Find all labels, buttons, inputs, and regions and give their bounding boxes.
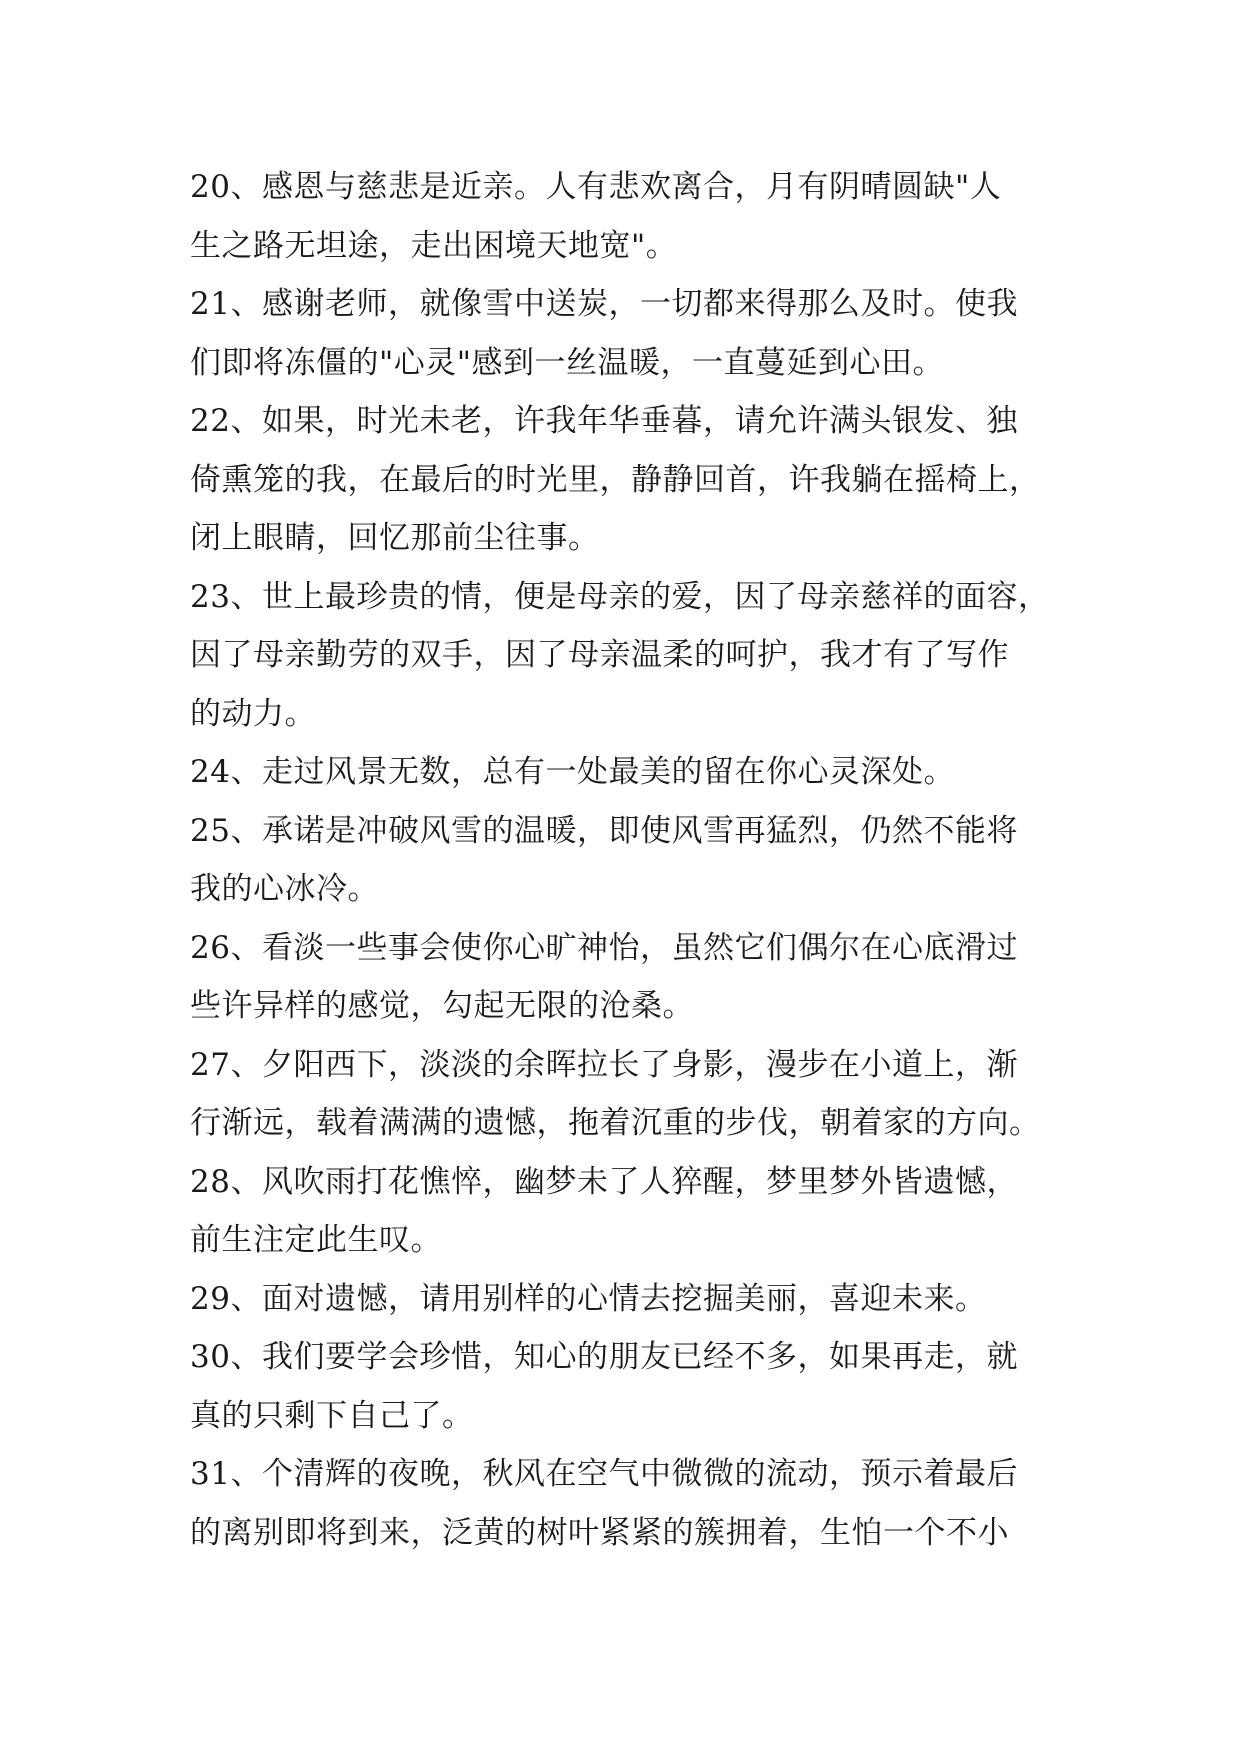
paragraph-25 (190, 802, 1070, 919)
paragraph-30 (190, 1328, 1070, 1445)
text-line: 21、感谢老师，就像雪中送炭，一切都来得那么及时。使我 (190, 286, 1018, 322)
text-line: 20、感恩与慈悲是近亲。人有悲欢离合，月有阴晴圆缺"人 (190, 169, 1002, 205)
paragraph-23 (190, 568, 1070, 744)
text-line: 28、风吹雨打花憔悴，幽梦未了人猝醒，梦里梦外皆遗憾， (190, 1163, 1018, 1200)
text-line: 22、如果，时光未老，许我年华垂暮，请允许满头银发、独 (190, 403, 1018, 439)
paragraph-20 (190, 158, 1070, 275)
text-line: 些许异样的感觉，勾起无限的沧桑。 (190, 988, 694, 1024)
text-line: 闭上眼睛，回忆那前尘往事。 (190, 520, 600, 556)
paragraph-28 (190, 1153, 1070, 1270)
text-line: 29、面对遗憾，请用别样的心情去挖掘美丽，喜迎未来。 (190, 1280, 987, 1317)
text-line: 27、夕阳西下，淡淡的余晖拉长了身影，漫步在小道上，渐 (190, 1046, 1018, 1083)
text-line: 前生注定此生叹。 (190, 1222, 442, 1258)
text-line: 26、看淡一些事会使你心旷神怡，虽然它们偶尔在心底滑过 (190, 929, 1018, 966)
paragraph-29 (190, 1270, 1070, 1329)
text-line: 25、承诺是冲破风雪的温暖，即使风雪再猛烈，仍然不能将 (190, 812, 1018, 849)
text-line: 23、世上最珍贵的情，便是母亲的爱，因了母亲慈祥的面容， (190, 578, 1050, 615)
text-line: 们即将冻僵的"心灵"感到一丝温暖，一直蔓延到心田。 (190, 344, 945, 381)
text-line: 31、个清辉的夜晚，秋风在空气中微微的流动，预示着最后 (190, 1456, 1018, 1492)
paragraph-31 (190, 1445, 1070, 1562)
paragraph-21 (190, 275, 1070, 392)
text-line: 生之路无坦途，走出困境天地宽"。 (190, 227, 678, 264)
text-line: 因了母亲勤劳的双手，因了母亲温柔的呵护，我才有了写作 (190, 637, 1009, 673)
text-line: 行渐远，载着满满的遗憾，拖着沉重的步伐，朝着家的方向。 (190, 1105, 1041, 1141)
text-line: 我的心冰冷。 (190, 871, 379, 907)
text-line: 的离别即将到来，泛黄的树叶紧紧的簇拥着，生怕一个不小 (190, 1514, 1009, 1551)
text-line: 30、我们要学会珍惜，知心的朋友已经不多，如果再走，就 (190, 1339, 1018, 1375)
paragraph-26 (190, 919, 1070, 1036)
text-line: 24、走过风景无数，总有一处最美的留在你心灵深处。 (190, 754, 955, 790)
document-body (190, 158, 1070, 1562)
paragraph-27 (190, 1036, 1070, 1153)
text-line: 真的只剩下自己了。 (190, 1397, 474, 1434)
text-line: 的动力。 (190, 695, 316, 732)
text-line: 倚熏笼的我，在最后的时光里，静静回首，许我躺在摇椅上， (190, 461, 1041, 498)
paragraph-24 (190, 743, 1070, 802)
paragraph-22 (190, 392, 1070, 568)
